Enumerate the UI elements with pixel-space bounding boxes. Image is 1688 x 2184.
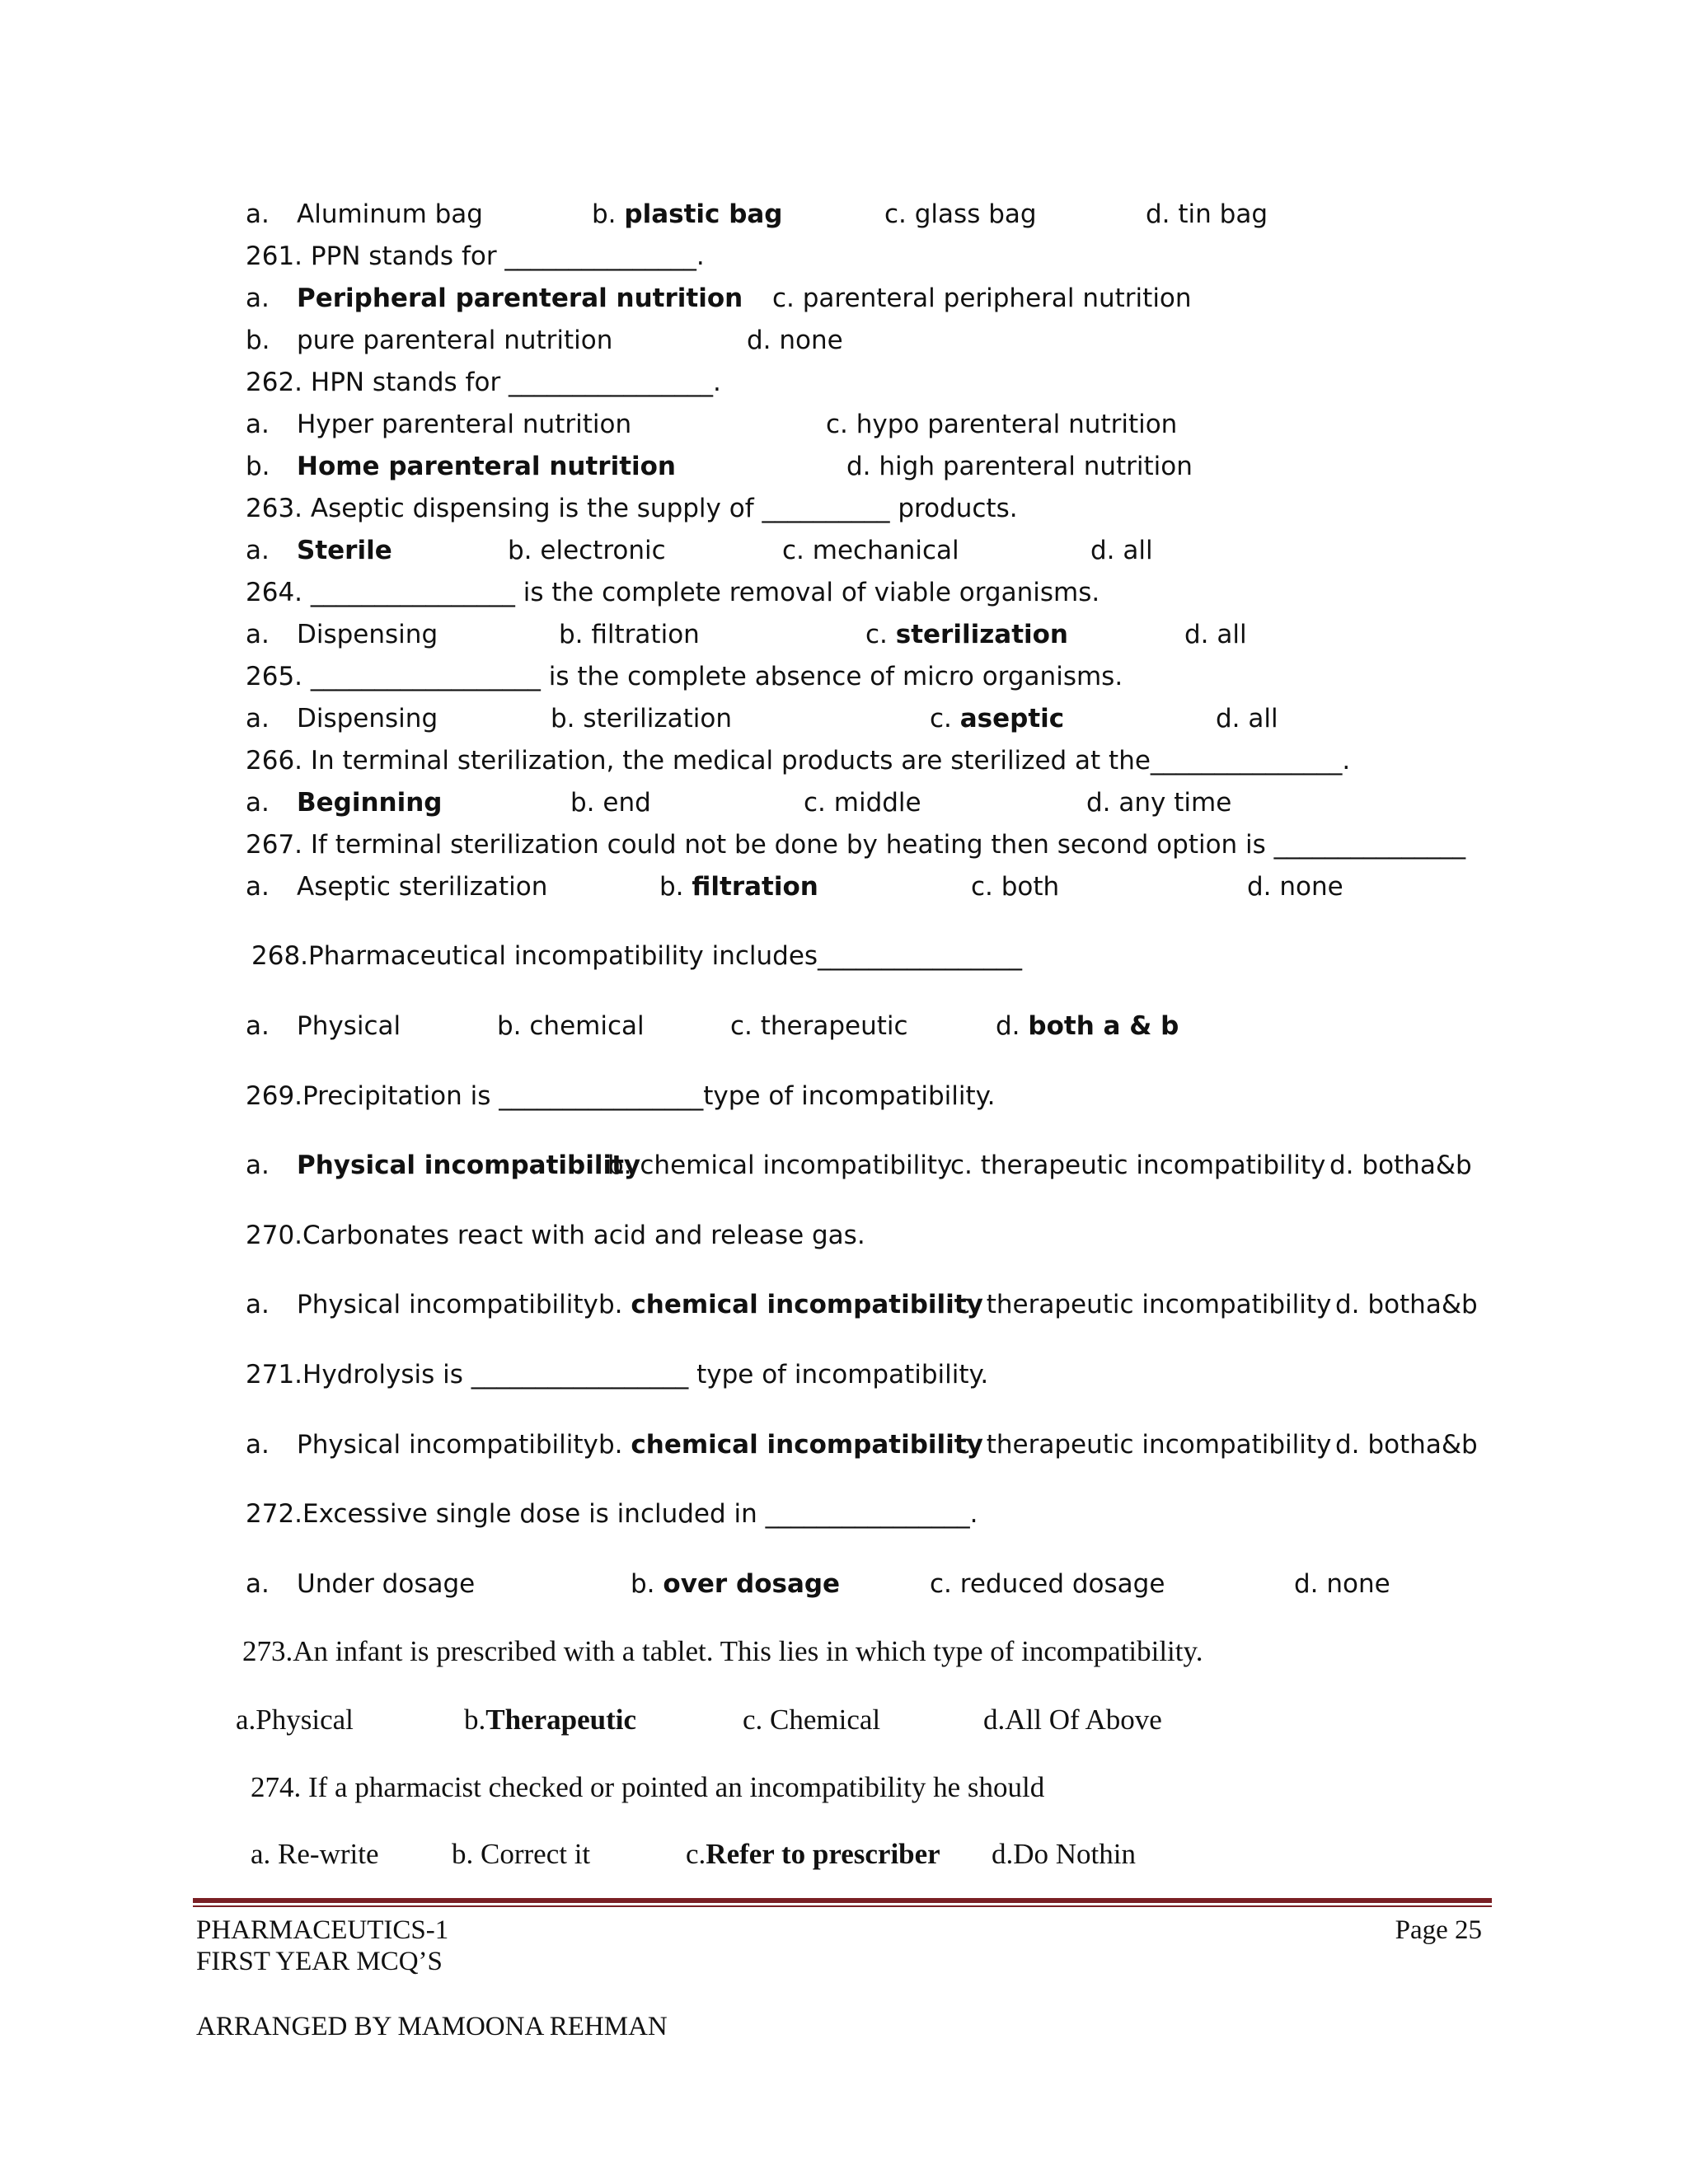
option-a-label: a. <box>246 704 270 733</box>
footer-rule-thick <box>193 1898 1492 1903</box>
option-b-label: b. <box>631 1569 663 1599</box>
option-d: d.All Of Above <box>983 1704 1162 1736</box>
option-b: b. chemical <box>497 1011 645 1041</box>
option-a-answer: Beginning <box>297 788 443 818</box>
question-267: 267. If terminal sterilization could not be done by heating then second option is _______________ <box>246 830 1466 860</box>
option-d: d. none <box>747 326 843 355</box>
option-d: d. all <box>1184 620 1247 649</box>
option-a-label: a. <box>246 1569 270 1599</box>
option-a-text: Aseptic sterilization <box>297 872 548 902</box>
footer-rule-thin <box>193 1905 1492 1907</box>
option-d: d.Do Nothin <box>992 1838 1136 1870</box>
question-262: 262. HPN stands for ________________. <box>246 368 721 397</box>
page-number: Page 25 <box>1395 1915 1482 1945</box>
option-d <box>996 1010 1179 1043</box>
option-c: c. both <box>971 872 1060 902</box>
option-a-label: a. <box>246 199 270 229</box>
question-269: 269.Precipitation is ________________type of incompatibility. <box>246 1081 996 1111</box>
option-b <box>598 1428 983 1461</box>
option-a: a. Re-write <box>251 1838 379 1870</box>
footer-level: FIRST YEAR MCQ’S <box>196 1947 443 1976</box>
option-b: b. filtration <box>559 620 700 649</box>
option-a-answer: Peripheral parenteral nutrition <box>297 284 743 313</box>
option-c <box>930 702 1064 735</box>
option-d: d. botha&b <box>1335 1290 1478 1319</box>
option-c: c. mechanical <box>782 536 959 565</box>
option-b: b. Correct it <box>452 1838 591 1870</box>
option-c: c. middle <box>804 788 921 818</box>
option-b <box>631 1568 840 1601</box>
option-a-text: Aluminum bag <box>297 199 483 229</box>
option-c-answer: sterilization <box>895 620 1069 649</box>
option-c-answer: aseptic <box>959 704 1065 733</box>
option-a-text: Physical incompatibility <box>297 1430 598 1460</box>
option-b-answer: filtration <box>692 872 818 902</box>
option-c: c. hypo parenteral nutrition <box>826 410 1178 439</box>
option-c-label: c. <box>930 704 960 733</box>
option-c: c. therapeutic incompatibility <box>950 1151 1326 1180</box>
option-d: d. none <box>1247 872 1343 902</box>
option-a: a.Physical <box>236 1704 354 1736</box>
option-b-label: b. <box>598 1430 631 1460</box>
question-265: 265. __________________ is the complete absence of micro organisms. <box>246 662 1123 691</box>
option-c-answer: Refer to prescriber <box>706 1838 940 1870</box>
option-d: d. botha&b <box>1329 1151 1472 1180</box>
option-b-label: b. <box>246 452 270 481</box>
option-b <box>592 198 783 231</box>
option-b: b. electronic <box>508 536 666 565</box>
option-a-text: Under dosage <box>297 1569 476 1599</box>
option-b: b. sterilization <box>551 704 732 733</box>
question-270: 270.Carbonates react with acid and release gas. <box>246 1221 865 1250</box>
option-c: c. reduced dosage <box>930 1569 1165 1599</box>
question-263: 263. Aseptic dispensing is the supply of __________ products. <box>246 494 1018 523</box>
option-c: c. Chemical <box>743 1704 881 1736</box>
option-a-text: Dispensing <box>297 620 438 649</box>
option-b-answer: over dosage <box>663 1569 841 1599</box>
option-b-answer: chemical incompatibility <box>631 1430 983 1460</box>
option-b-text: pure parenteral nutrition <box>297 326 613 355</box>
option-b-label: b. <box>246 326 270 355</box>
option-a-label: a. <box>246 788 270 818</box>
option-b-label: b. <box>659 872 692 902</box>
option-c: c. therapeutic incompatibility <box>956 1290 1332 1319</box>
footer-subject: PHARMACEUTICS-1 <box>196 1915 449 1945</box>
option-a-text: Physical incompatibility <box>297 1290 598 1319</box>
option-a-text: Physical <box>297 1011 401 1041</box>
question-274: 274. If a pharmacist checked or pointed an incompatibility he should <box>251 1771 1045 1803</box>
option-a-label: a. <box>246 1151 270 1180</box>
option-c: c. parenteral peripheral nutrition <box>772 284 1192 313</box>
option-b-answer: Home parenteral nutrition <box>297 452 677 481</box>
option-d: d. none <box>1294 1569 1390 1599</box>
option-a-label: a. <box>246 1430 270 1460</box>
option-c <box>686 1838 940 1871</box>
question-268: 268.Pharmaceutical incompatibility includes________________ <box>251 941 1023 971</box>
option-a-label: a. <box>246 1011 270 1041</box>
option-d-answer: both a & b <box>1028 1011 1179 1041</box>
option-b-label: b. <box>598 1290 631 1319</box>
option-d: d. all <box>1090 536 1153 565</box>
option-a-answer: Sterile <box>297 536 392 565</box>
question-273: 273.An infant is prescribed with a tablet. This lies in which type of incompatibility. <box>242 1635 1203 1667</box>
option-a-label: a. <box>246 536 270 565</box>
option-a-label: a. <box>246 410 270 439</box>
option-b <box>659 870 818 903</box>
option-a-label: a. <box>246 620 270 649</box>
option-a-label: a. <box>246 1290 270 1319</box>
option-b: b. chemical incompatibility <box>607 1151 953 1180</box>
option-d: d. high parenteral nutrition <box>846 452 1193 481</box>
option-b <box>598 1288 983 1321</box>
question-266: 266. In terminal sterilization, the medical products are sterilized at the_______________. <box>246 746 1351 776</box>
option-b-answer: plastic bag <box>624 199 783 229</box>
option-d: d. any time <box>1086 788 1232 818</box>
footer-author: ARRANGED BY MAMOONA REHMAN <box>196 2012 668 2041</box>
option-b: b. end <box>570 788 651 818</box>
option-c <box>865 618 1068 651</box>
question-264: 264. ________________ is the complete removal of viable organisms. <box>246 578 1100 607</box>
option-a-text: Dispensing <box>297 704 438 733</box>
option-c: c. therapeutic <box>730 1011 908 1041</box>
option-d: d. all <box>1216 704 1278 733</box>
option-a-text: Hyper parenteral nutrition <box>297 410 632 439</box>
option-b-label: b. <box>464 1704 486 1736</box>
option-b-answer: chemical incompatibility <box>631 1290 983 1319</box>
option-c-label: c. <box>865 620 896 649</box>
option-b <box>464 1704 636 1736</box>
option-d: d. botha&b <box>1335 1430 1478 1460</box>
question-261: 261. PPN stands for _______________. <box>246 241 705 271</box>
option-c: c. therapeutic incompatibility <box>956 1430 1332 1460</box>
option-a-label: a. <box>246 284 270 313</box>
option-b-answer: Therapeutic <box>485 1704 637 1736</box>
option-a-label: a. <box>246 872 270 902</box>
option-c-label: c. <box>686 1838 706 1870</box>
option-c: c. glass bag <box>884 199 1037 229</box>
question-272: 272.Excessive single dose is included in ________________. <box>246 1499 978 1529</box>
question-271: 271.Hydrolysis is _________________ type of incompatibility. <box>246 1360 989 1390</box>
option-d: d. tin bag <box>1146 199 1268 229</box>
option-d-label: d. <box>996 1011 1029 1041</box>
option-a-answer: Physical incompatibility <box>297 1151 641 1180</box>
option-b-label: b. <box>592 199 625 229</box>
